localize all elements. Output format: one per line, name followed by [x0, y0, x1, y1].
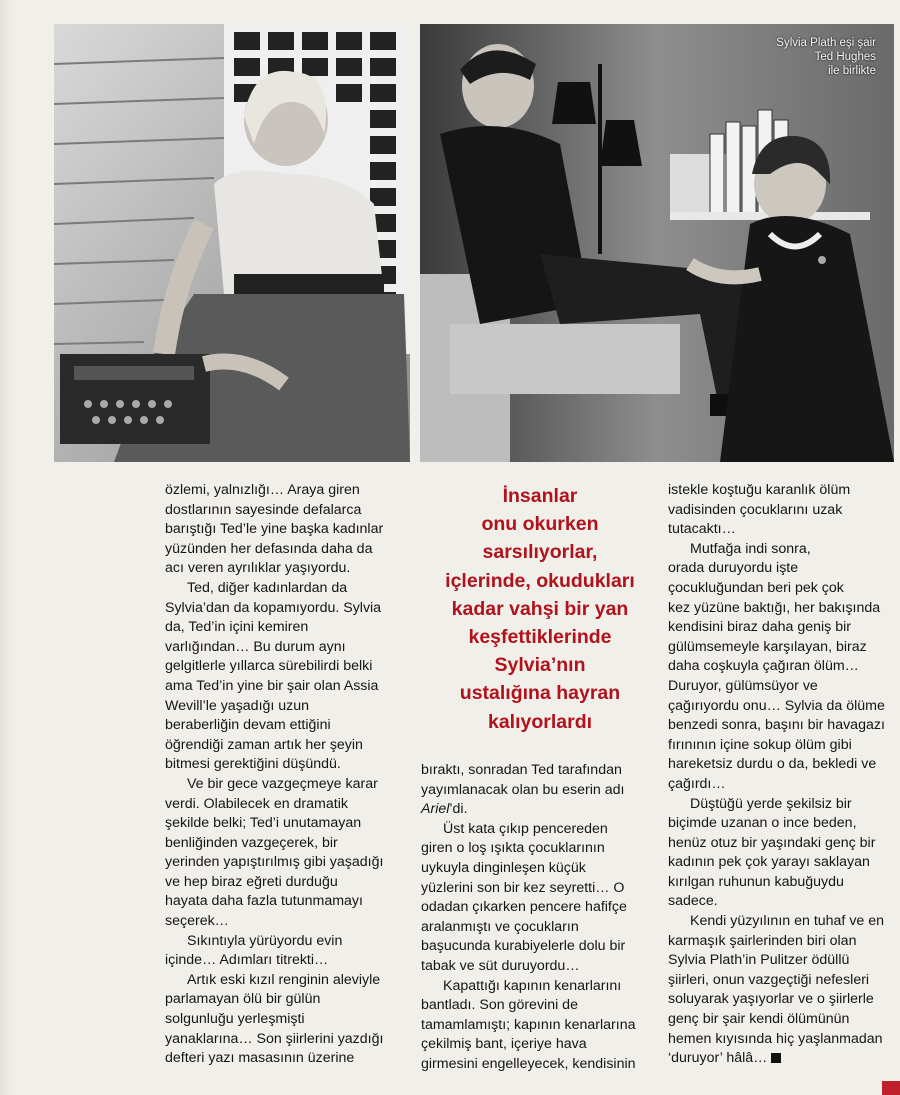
text-line: yerinden yapıştırılmış gibi yaşadığı: [165, 854, 384, 871]
text-line: fırınının içine sokup ölüm gibi: [668, 736, 852, 753]
text-line: Duruyor, gülümsüyor ve: [668, 677, 818, 694]
text-line: hemen kıyısında hiç yaşlanmadan: [668, 1030, 883, 1047]
text-line: odadan çıkarken pencere hafifçe: [421, 899, 627, 916]
text-line: orada duruyordu işte: [668, 560, 799, 577]
text-line: genç bir şair kendi ölümünün: [668, 1011, 850, 1028]
text-line: Wevill’le yaşadığı uzun: [165, 697, 310, 714]
text-line: yayımlanacak olan bu eserin adı: [421, 781, 625, 798]
text-line: kez yüzüne baktığı, her bakışında: [668, 599, 881, 616]
caption-line: Sylvia Plath eşi şair: [776, 37, 876, 49]
text-line: şiirleri, onun vazgeçtiği nefesleri: [668, 971, 870, 988]
text-line: Mutfağa indi sonra,: [690, 540, 811, 557]
text-line: içinde… Adımları titrekti…: [165, 952, 329, 969]
text-line: defteri yazı masasının üzerine: [165, 1050, 355, 1067]
text-line: Sylvia Plath’in Pulitzer ödüllü: [668, 952, 850, 969]
text-line: Sylvia’dan da kopamıyordu. Sylvia: [165, 599, 382, 616]
text-line: yüzünden her defasında daha da: [165, 540, 373, 557]
text-line: varlığından… Bu durum aynı: [165, 638, 346, 655]
text-line: solgunluğu yerleşmişti: [165, 1011, 305, 1028]
text-line: Kapattığı kapının kenarlarını: [443, 977, 622, 994]
text-line: daha coşkuyla çağıran ölüm…: [668, 658, 859, 675]
text-fragment: ’di.: [449, 801, 468, 818]
text-line: ama Ted’in yine bir şair olan Assia: [165, 677, 379, 694]
text-line: karmaşık şairlerinden biri olan: [668, 932, 857, 949]
text-line: henüz otuz bir yaşındaki genç bir: [668, 834, 876, 851]
text-line: Sıkıntıyla yürüyordu evin: [187, 932, 343, 949]
pull-quote-line: keşfettiklerinde: [468, 626, 612, 649]
text-line: Kendi yüzyılının en tuhaf ve en: [690, 913, 885, 930]
pull-quote: [421, 482, 659, 736]
text-line: Düştüğü yerde şekilsiz bir: [690, 795, 852, 812]
pull-quote-line: sarsılıyorlar,: [482, 541, 598, 564]
text-line: çağırdı…: [668, 775, 726, 792]
caption-line: Ted Hughes: [814, 51, 876, 63]
photo-typewriter-illustration: [54, 24, 410, 462]
text-line: kadının pek çok yarayı saklayan: [668, 854, 870, 871]
page-gutter: [0, 0, 14, 1095]
text-line: biçimde uzanan o ince beden,: [668, 815, 857, 832]
text-line: [421, 800, 661, 820]
pull-quote-line: kadar vahşi bir yan: [451, 597, 629, 620]
pull-quote-line: İnsanlar: [502, 485, 578, 507]
article-column-2: [421, 761, 661, 1075]
text-line: gelgitlerle yıllarca sürebilirdi belki: [165, 658, 373, 675]
text-line: tamamlamıştı; kapının kenarlarına: [421, 1016, 636, 1033]
text-line: hayata daha fazla tutunmamayı: [165, 893, 363, 910]
book-title-ariel: Ariel: [421, 801, 450, 818]
page-edge-accent: [882, 1081, 900, 1095]
text-line: Artık eski kızıl renginin aleviyle: [187, 971, 381, 988]
text-line: girmesini engelleyecek, kendisinin: [421, 1055, 636, 1072]
text-line: aralanmıştı ve çocukların: [421, 918, 579, 935]
text-line: Üst kata çıkıp pencereden: [443, 820, 608, 837]
text-line: acı veren ayrılıklar yaşıyordu.: [165, 560, 351, 577]
pull-quote-line: onu okurken: [481, 513, 599, 536]
text-line: yüzlerini son bir kez seyretti… O: [421, 879, 625, 896]
text-line: Ted, diğer kadınlardan da: [187, 579, 348, 596]
text-line: şekilde belki; Ted’i unutamayan: [165, 815, 362, 832]
text-line: çekilmiş bant, içeriye hava: [421, 1036, 587, 1053]
pull-quote-line: ustalığına hayran: [459, 682, 621, 705]
text-line: beraberliğin devam ettiğini: [165, 717, 331, 734]
text-line: özlemi, yalnızlığı… Araya giren: [165, 482, 360, 498]
text-line: giren o loş ışıkta çocuklarının: [421, 840, 605, 857]
text-line: benliğinden vazgeçerek, bir: [165, 834, 338, 851]
text-line: çağırıyordu onu… Sylvia da ölüme: [668, 697, 885, 714]
text-line: uykuyla dinginleşen küçük: [421, 859, 586, 876]
text-fragment: ‘duruyor’ hâlâ…: [668, 1050, 768, 1067]
photo-sylvia-typewriter: [54, 24, 410, 462]
text-line: sadece.: [668, 893, 718, 910]
pull-quote-line: içlerinde, okudukları: [445, 569, 635, 592]
text-line: kendisini biraz daha geniş bir: [668, 619, 851, 636]
text-line: öğrendiği zaman artık her şeyin: [165, 736, 363, 753]
text-line: parlamayan ölü bir gülün: [165, 991, 321, 1008]
pull-quote-line: Sylvia’nın: [494, 654, 586, 677]
photo-caption: [776, 36, 876, 78]
text-line: gülümsemeyle karşılayan, biraz: [668, 638, 867, 655]
photo-plath-hughes: [420, 24, 894, 462]
text-line: kırılgan ruhunun kabuğuydu: [668, 873, 844, 890]
text-line: Ve bir gece vazgeçmeye karar: [187, 775, 378, 792]
text-line: da, Ted’in içini kemiren: [165, 619, 309, 636]
photo-couple-illustration: [420, 24, 894, 462]
pull-quote-line: kalıyorlardı: [487, 710, 593, 733]
text-line: seçerek…: [165, 913, 229, 930]
text-line: dostlarının sayesinde defalarca: [165, 501, 362, 518]
caption-line: ile birlikte: [828, 65, 876, 77]
text-line: bantladı. Son görevini de: [421, 997, 578, 1014]
end-square-icon: [771, 1053, 781, 1063]
text-line: çocukluğundan beri pek çok: [668, 579, 844, 596]
article-column-3: [668, 481, 893, 1069]
text-line: vadisinden çocuklarını uzak: [668, 501, 843, 518]
text-line: tutacaktı…: [668, 521, 736, 538]
text-line: yanaklarına… Son şiirlerini yazdığı: [165, 1030, 384, 1047]
text-line: [668, 1049, 893, 1069]
text-line: başucunda kurabiyelerle dolu bir: [421, 938, 626, 955]
text-line: bitmesi gerektiğini düşündü.: [165, 756, 341, 773]
text-line: barıştığı Ted’le yine başka kadınlar: [165, 521, 384, 538]
text-line: hareketsiz durdu o da, bekledi ve: [668, 756, 877, 773]
text-line: bıraktı, sonradan Ted tarafından: [421, 762, 622, 778]
text-line: istekle koştuğu karanlık ölüm: [668, 482, 851, 498]
article-column-1: [165, 481, 410, 1069]
text-line: tabak ve süt duruyordu…: [421, 957, 580, 974]
text-line: verdi. Olabilecek en dramatik: [165, 795, 348, 812]
text-line: ve hep biraz eğreti durduğu: [165, 873, 338, 890]
text-line: benzedi sonra, başını bir havagazı: [668, 717, 885, 734]
text-line: soluyarak yaşıyorlar ve o şiirlerle: [668, 991, 874, 1008]
